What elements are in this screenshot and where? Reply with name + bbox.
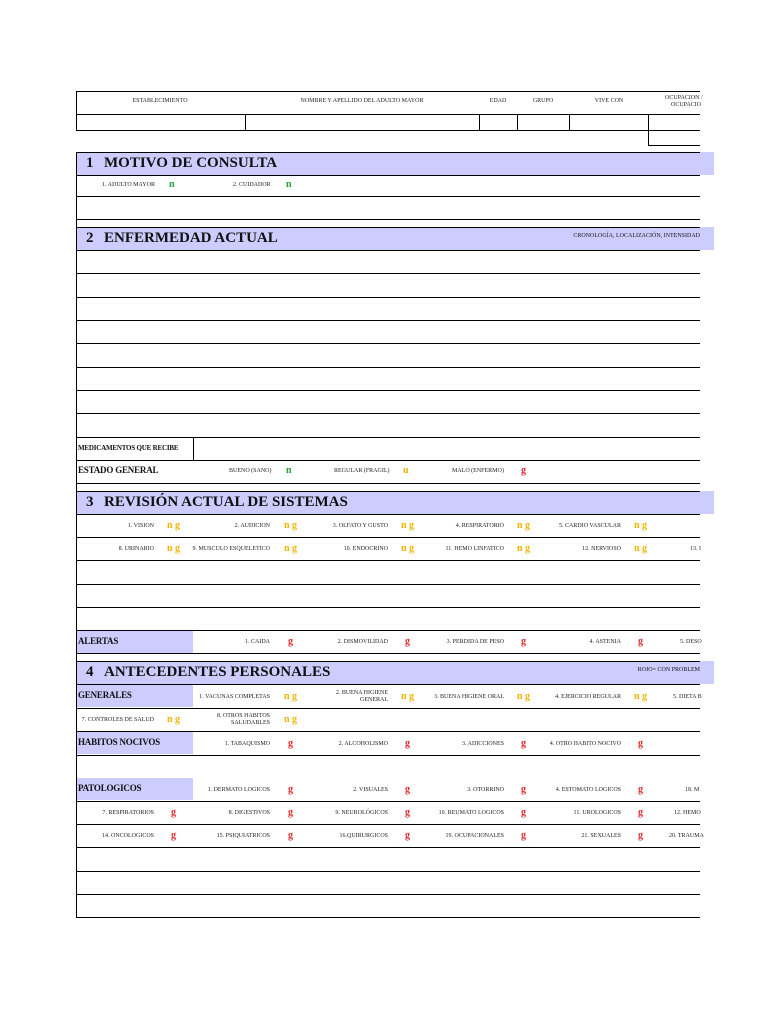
regular-check[interactable]: u [403,465,409,476]
musculo-esqueletico-label: 9. MUSCULO ESQUELETICO [192,546,270,552]
urinario-check[interactable]: n g [167,543,181,554]
regular-option: REGULAR (FRAGIL) [334,468,390,474]
section-number: 3 [86,494,94,510]
grupo-field[interactable] [519,115,568,129]
quirurgicos-label: 16.QUIRURGICOS [339,833,388,839]
caida-label: 1. CAIDA [245,639,270,645]
item-5-label: 5. DESO [680,639,702,645]
item-20-label: 20. TRAUMA [669,833,704,839]
section-number: 1 [86,155,94,171]
digestivos-check[interactable]: g [288,807,293,818]
estomato-check[interactable]: g [638,784,643,795]
ocupacionales-label: 19. OCUPACIONALES [445,833,504,839]
section-title: ENFERMEDAD ACTUAL [104,230,278,246]
nervioso-label: 12. NERVIOSO [582,546,621,552]
adicciones-label: 3. ADICCIONES [461,741,504,747]
section-title: MOTIVO DE CONSULTA [104,155,278,171]
respiratorios-label: 7. RESPIRATORIOS [102,810,154,816]
visuales-check[interactable]: g [405,784,410,795]
vacunas-check[interactable]: n g [284,691,298,702]
bueno-option: BUENO (SANO) [229,468,272,474]
alcoholismo-label: 2. ALCOHOLISMO [338,741,388,747]
higiene-general-label: 2. BUENA HIGIENE [335,690,388,696]
otros-habitos-label-2: SALUDABLES [230,720,270,726]
estado-general-label: ESTADO GENERAL [78,465,159,475]
caida-check[interactable]: g [288,636,293,647]
sexuales-check[interactable]: g [638,830,643,841]
vive-con-field[interactable] [571,115,647,129]
otros-habitos-check[interactable]: n g [284,714,298,725]
bueno-check[interactable]: n [286,465,292,476]
nombre-label: NOMBRE Y APELLIDO DEL ADULTO MAYOR [300,98,424,104]
malo-check[interactable]: g [521,465,526,476]
respiratorio-label: 4. RESPIRATORIO [455,523,504,529]
musculo-esqueletico-check[interactable]: n g [284,543,298,554]
section-title: REVISIÓN ACTUAL DE SISTEMAS [104,494,348,510]
motivo-field[interactable] [78,198,698,218]
adicciones-check[interactable]: g [521,738,526,749]
controles-salud-label: 7. CONTROLES DE SALUD [81,717,154,723]
estomato-label: 4. ESTOMATO LOGICOS [555,787,621,793]
higiene-oral-label: 3. BUENA HIGIENE ORAL [434,694,504,700]
ocupacionales-check[interactable]: g [521,830,526,841]
otros-habitos-label: 8. OTROS HABITOS [216,713,270,719]
sexuales-label: 21. SEXUALES [581,833,621,839]
section-note: CRONOLOGÍA, LOCALIZACIÓN, INTENSIDAD [573,233,700,239]
psiquiatricos-label: 15. PSIQUIATRICOS [216,833,270,839]
section-number: 2 [86,230,94,246]
section-header-edge [700,491,714,514]
ocupacion-label: OCUPACION / [665,95,703,101]
controles-salud-check[interactable]: n g [167,714,181,725]
dieta-label: 5. DIETA B [673,694,702,700]
medicamentos-field[interactable] [195,439,698,458]
malo-option: MALO (ENFERMO) [452,468,504,474]
tabaquismo-check[interactable]: g [288,738,293,749]
urologicos-check[interactable]: g [638,807,643,818]
vive-con-label: VIVE CON [594,98,624,104]
hemo-linfatico-label: 11. HEMO LINFATICO [445,546,504,552]
perdida-peso-label: 3. PERDIDA DE PESO [446,639,504,645]
ejercicio-check[interactable]: n g [634,691,648,702]
reumato-label: 10. REUMATO LOGICOS [438,810,504,816]
dismovilidad-check[interactable]: g [405,636,410,647]
otorrino-label: 3. OTORRINO [467,787,504,793]
dismovilidad-label: 2. DISMOVILIDAD [337,639,388,645]
ejercicio-label: 4. EJERCICIO REGULAR [555,694,621,700]
establecimiento-label: ESTABLECIMIENTO [132,98,188,104]
visuales-label: 2. VISUALES [353,787,388,793]
neurologicos-check[interactable]: g [405,807,410,818]
reumato-check[interactable]: g [521,807,526,818]
hemo-linfatico-check[interactable]: n g [517,543,531,554]
vision-label: 1. VISION [127,523,154,529]
section-revision-sistemas [77,491,700,515]
habitos-nocivos-label: HABITOS NOCIVOS [78,737,160,747]
otorrino-check[interactable]: g [521,784,526,795]
neurologicos-label: 9. NEUROLÓGICOS [335,810,388,816]
quirurgicos-check[interactable]: g [405,830,410,841]
cardio-vascular-check[interactable]: n g [634,520,648,531]
perdida-peso-check[interactable]: g [521,636,526,647]
otro-habito-label: 4. OTRO HABITO NOCIVO [549,741,621,747]
cardio-vascular-label: 5. CARDIO VASCULAR [559,523,621,529]
urinario-label: 8. URINARIO [118,546,154,552]
vacunas-label: 1. VACUNAS COMPLETAS [199,694,270,700]
cuidador-check[interactable]: n [286,179,292,190]
section-enfermedad-actual [77,227,700,251]
respiratorio-check[interactable]: n g [517,520,531,531]
astenia-label: 4. ASTENIA [589,639,621,645]
section-note: ROJO= CON PROBLEM [637,667,700,673]
generales-label: GENERALES [78,690,132,700]
dermato-label: 1. DERMATO LOGICOS [207,787,270,793]
establecimiento-field[interactable] [78,115,244,129]
urologicos-label: 11. UROLOGICOS [573,810,621,816]
audicion-check[interactable]: n g [284,520,298,531]
respiratorios-check[interactable]: g [171,807,176,818]
patologicos-label: PATOLOGICOS [78,783,142,793]
digestivos-label: 8. DIGESTIVOS [228,810,270,816]
oncologicos-label: 14. ONCOLOGICOS [101,833,154,839]
section-antecedentes-personales [77,661,700,685]
otro-habito-check[interactable]: g [638,738,643,749]
ocupacion-label-2: OCUPACIO [671,102,702,108]
vision-check[interactable]: n g [167,520,181,531]
higiene-general-label-2: GENERAL [360,697,388,703]
section-title: ANTECEDENTES PERSONALES [104,664,331,680]
adulto-mayor-check[interactable]: n [169,179,175,190]
higiene-general-check[interactable]: n g [401,691,415,702]
item-18-label: 18. M [685,787,700,793]
psiquiatricos-check[interactable]: g [288,830,293,841]
oncologicos-check[interactable]: g [171,830,176,841]
alcoholismo-check[interactable]: g [405,738,410,749]
nombre-field[interactable] [247,115,478,129]
olfato-gusto-label: 3. OLFATO Y GUSTO [332,523,388,529]
adulto-mayor-option: 1. ADULTO MAYOR [102,182,155,188]
section-header-edge [700,661,714,684]
section-header-edge [700,152,714,175]
edad-field[interactable] [481,115,516,129]
higiene-oral-check[interactable]: n g [517,691,531,702]
medicamentos-label: MEDICAMENTOS QUE RECIBE [78,444,179,452]
section-header-edge [700,227,714,250]
astenia-check[interactable]: g [638,636,643,647]
cuidador-option: 2. CUIDADOR [233,182,271,188]
dermato-check[interactable]: g [288,784,293,795]
section-motivo-consulta [77,152,700,176]
audicion-label: 2. AUDICION [234,523,270,529]
olfato-gusto-check[interactable]: n g [401,520,415,531]
edad-label: EDAD [489,98,507,104]
section-number: 4 [86,664,94,680]
item-13-label: 13. I [690,546,701,552]
grupo-label: GRUPO [532,98,554,104]
nervioso-check[interactable]: n g [634,543,648,554]
endocrino-check[interactable]: n g [401,543,415,554]
item-12-label: 12. HEMO [674,810,701,816]
alertas-label: ALERTAS [78,636,119,646]
endocrino-label: 10. ENDOCRINO [343,546,388,552]
tabaquismo-label: 1. TABAQUISMO [224,741,270,747]
